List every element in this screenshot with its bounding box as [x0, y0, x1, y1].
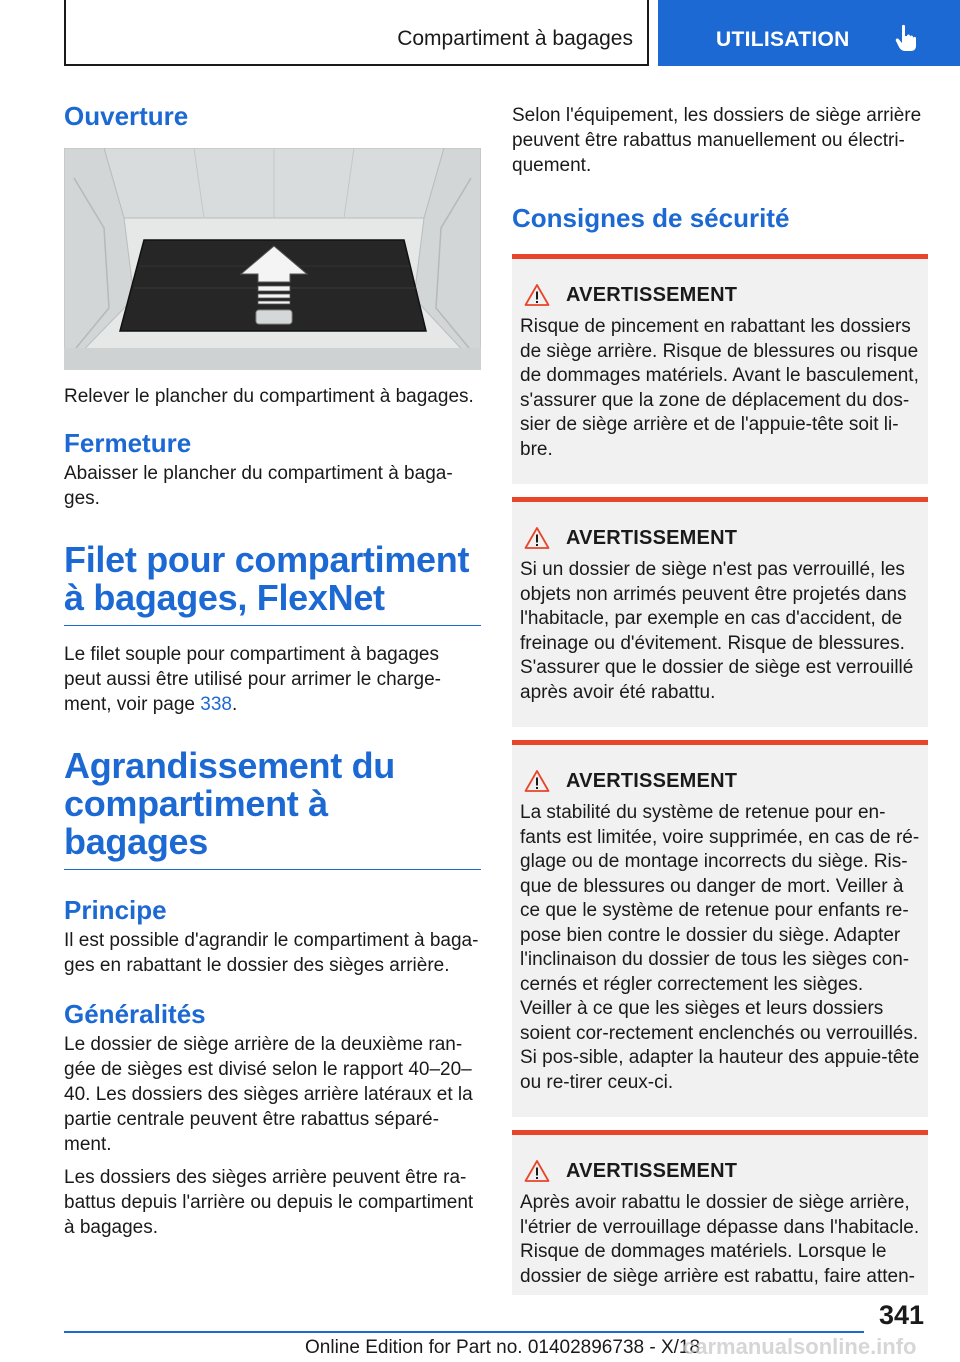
- intro-text: Selon l'équipement, les dossiers de siège arrière peuvent être rabattus manuellement ou électri-quement.: [512, 105, 922, 176]
- warning-text: Après avoir rabattu le dossier de siège arrière, l'étrier de verrouillage dépasse dans l'habitacle. Risque de dommages matériels. Lorsque le dossier de siège arrière est rabattu, faire atten-: [520, 1192, 920, 1287]
- filet-text-body: Le filet souple pour compartiment à bagages peut aussi être utilisé pour arrimer le charge-ment, voir page: [64, 644, 442, 715]
- footer-edition: Online Edition for Part no. 01402896738 - X/18: [305, 1337, 701, 1358]
- warning-title: AVERTISSEMENT: [566, 1159, 738, 1182]
- warning-text: La stabilité du système de retenue pour en-fants est limitée, voire supprimée, en cas de ré-glage ou de montage incorrects du siège. Ris-que de blessures ou danger de mort. Veiller à ce que le système de retenue pour enfants re-pose bien contre le dossier du siège. Adapter l'inclinaison du dossier de tous les sièges con-cernés et régler correctement les sièges. Veiller à ce que les sièges et leurs dossiers soient cor-rectement enclenchés ou verrouillés. Si pos-sible, adapter la hauteur des appuie-tête ou re-tirer ceux-ci.: [520, 802, 920, 1093]
- page-number: 341: [878, 1300, 924, 1330]
- trunk-floor-illustration: [64, 148, 481, 370]
- warning-triangle-icon: [524, 1159, 550, 1183]
- right-column: [512, 100, 928, 1295]
- warning-header: [520, 524, 920, 552]
- generalites-text-2: Les dossiers des sièges arrière peuvent être ra-battus depuis l'arrière ou depuis le compartiment à bagages.: [64, 1167, 474, 1238]
- warning-box: [512, 1130, 928, 1295]
- generalites-text-1: Le dossier de siège arrière de la deuxième ran-gée de sièges est divisé selon le rapport 40–20–40. Les dossiers des sièges arrière latéraux et la partie centrale peuvent être rabattus séparé-ment.: [64, 1034, 473, 1155]
- figure-caption: Relever le plancher du compartiment à bagages.: [64, 386, 474, 407]
- warning-text: Risque de pincement en rabattant les dossiers de siège arrière. Risque de blessures ou risque de dommages matériels. Avant le basculement, s'assurer que la zone de déplacement du dos-sier de siège arrière et de l'appuie-tête soit li-bre.: [520, 316, 919, 460]
- header-section-title: Compartiment à bagages: [397, 27, 633, 50]
- page-reference-link[interactable]: 338: [200, 694, 232, 715]
- warning-box: [512, 740, 928, 1117]
- left-column: [64, 100, 481, 1240]
- hand-pointer-icon: [895, 24, 917, 52]
- footer-divider: [64, 1331, 864, 1333]
- warning-title: AVERTISSEMENT: [566, 283, 738, 306]
- heading-fermeture: Fermeture: [64, 428, 192, 458]
- warning-title: AVERTISSEMENT: [566, 526, 738, 549]
- warning-header: [520, 1157, 920, 1185]
- filet-text: [64, 642, 481, 717]
- header-section-box: [64, 0, 649, 66]
- heading-consignes: Consignes de sécurité: [512, 203, 790, 233]
- warning-box: [512, 254, 928, 484]
- warning-title: AVERTISSEMENT: [566, 769, 738, 792]
- warning-text: Si un dossier de siège n'est pas verrouillé, les objets non arrimés peuvent être projetés dans l'habitacle, par exemple en cas d'accident, de freinage ou d'évitement. Risque de blessures. S'assurer que le dossier de siège est verrouillé après avoir été rabattu.: [520, 559, 914, 703]
- heading-generalites: Généralités: [64, 999, 206, 1029]
- heading-ouverture: Ouverture: [64, 101, 189, 131]
- warning-box: [512, 497, 928, 727]
- heading-principe: Principe: [64, 895, 167, 925]
- warning-triangle-icon: [524, 769, 550, 793]
- warning-header: [520, 281, 920, 309]
- header-chapter-tab[interactable]: [658, 0, 960, 66]
- heading-agrandissement: Agrandissement du compartiment à bagages: [64, 747, 481, 870]
- warning-header: [520, 767, 920, 795]
- header-chapter-label: UTILISATION: [716, 28, 850, 51]
- warning-triangle-icon: [524, 526, 550, 550]
- warning-triangle-icon: [524, 283, 550, 307]
- trunk-floor-drawing: [64, 148, 481, 370]
- heading-filet: Filet pour compartiment à bagages, FlexNet: [64, 541, 481, 626]
- watermark: carmanualsonline.info: [683, 1334, 917, 1359]
- filet-text-end: .: [231, 694, 238, 715]
- fermeture-text: Abaisser le plancher du compartiment à baga- ges.: [64, 463, 453, 509]
- principe-text: Il est possible d'agrandir le compartiment à baga-ges en rabattant le dossier des sièges arrière.: [64, 930, 479, 976]
